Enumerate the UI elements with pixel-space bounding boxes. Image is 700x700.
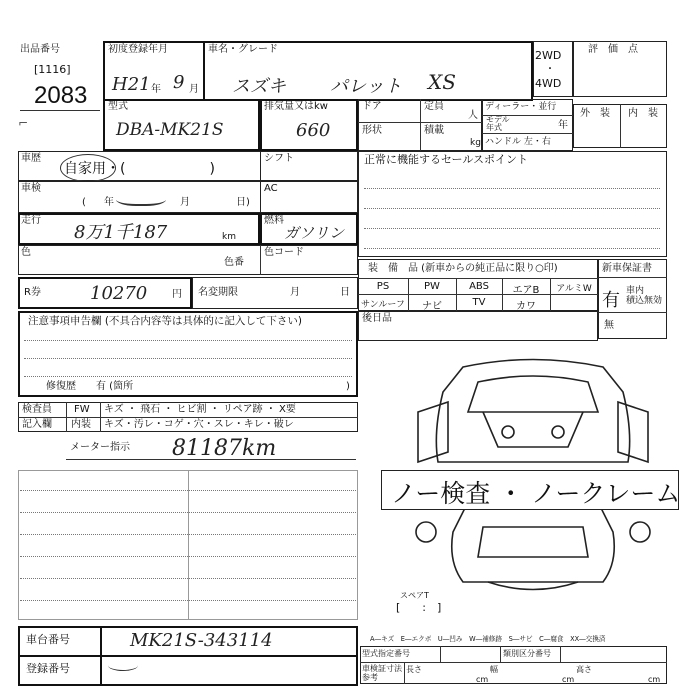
recycle-label: R券 [24,287,41,298]
inspection-day: 日) [236,197,250,208]
footer-cm-1: cm [476,675,489,684]
notes-title: 注意事項申告欄 (不具合内容等は具体的に記入して下さい) [28,315,303,327]
footer-width: 幅 [490,665,498,674]
vehicle-make: スズキ [232,76,286,97]
drive-2wd: 2WD [535,49,562,62]
tick-mark: ⌐ [18,116,29,130]
footer-size-label: 車検証寸法 参考 [362,664,402,682]
tax-month: 月 [290,287,300,298]
footer-length: 長さ [406,665,422,674]
grading-interior: 内 装 [628,108,658,119]
displacement-value: 660 [296,120,331,141]
model-year-label: モデル 年式 [486,115,510,132]
equip-pw: PW [424,281,440,292]
footer-height: 高さ [576,665,592,674]
inspection-label: 車検 [21,183,41,194]
displacement-label: 排気量又はkw [264,101,328,112]
drive-dot: ・ [545,64,555,75]
color-label: 色 [21,247,31,258]
rear-items-box [358,311,598,341]
equip-navi: ナビ [422,301,442,312]
registration-tsuki: 月 [189,84,199,95]
equip-tv: TV [472,297,486,308]
inspector-row2-label: 記入欄 [22,419,52,430]
tax-label: 名変期限 [198,287,238,298]
steering-label: ハンドル 左・右 [485,137,551,147]
footer-cm-3: cm [648,675,661,684]
registration-year: H21 [112,74,151,95]
stamp-text: ノー検査 ・ ノークレーム [391,479,681,508]
spare-label: スペアT [400,591,429,600]
shift-label: シフト [264,153,294,164]
inspection-nen: 年 [104,197,114,208]
registration-month: 9 [173,72,185,93]
color-row [18,245,358,275]
inspection-paren: ( [82,197,86,208]
tax-day: 日 [340,287,350,298]
equip-alloy: アルミW [556,284,592,294]
equip-ps: PS [376,281,390,292]
inspector-row1-b: キズ ・ 飛石 ・ ヒビ割 ・ リペア跡 ・ X要 [104,404,296,415]
lot-label: 出品番号 [20,44,60,55]
rear-items-label: 後日品 [362,313,392,324]
history-value: 自家用・( ) [64,161,215,177]
meter-value: 81187km [172,436,277,461]
mileage-value: 8万1千187 [74,222,168,243]
mileage-label: 走行 [21,215,41,226]
model-code-label: 型式 [108,101,128,112]
ac-label: AC [264,183,278,194]
inspector-row1-label: 検査員 [22,404,52,415]
equip-airbag: エアB [512,285,540,296]
door-label: ドア [362,101,382,112]
registration-label: 初度登録年月 [108,44,168,55]
color-code-label: 色コード [264,247,304,258]
equip-abs: ABS [469,281,489,292]
warranty-yes: 有 [602,290,620,311]
lot-number: 2083 [34,82,88,109]
dealer-label: ディーラー・並行 [485,102,557,112]
inspector-row1-a: FW [74,404,90,415]
notes-repair: 修復歴 有 (箇所 [46,381,134,392]
inspector-row2-a: 内装 [71,419,91,430]
load-kg: kg [470,138,481,148]
warranty-no: 無 [604,320,614,331]
equipment-title: 装 備 品 (新車からの純正品に限り○印) [368,263,558,274]
selling-points-box [358,151,667,257]
grading-label: 評 価 点 [588,44,638,55]
selling-points-label: 正常に機能するセールスポイント [364,153,529,166]
damage-legend: A―キズ E―エクボ U―凹み W―補修跡 S―サビ C―腐食 XX―交換済 [370,635,606,643]
grading-exterior: 外 装 [580,108,610,119]
drive-4wd: 4WD [535,77,562,90]
plate-label: 登録番号 [26,662,70,675]
fuel-value: ガソリン [284,224,345,242]
model-code-value: DBA-MK21S [116,120,224,140]
plate-scribble [108,660,138,671]
footer-category-label: 類別区分番号 [503,649,551,658]
mileage-km: km [222,232,236,242]
capacity-person: 人 [468,110,478,121]
vehicle-name-label: 車名・グレード [208,44,278,55]
capacity-label: 定員 [424,101,444,112]
notes-close: ) [346,381,350,392]
inspection-scribble [116,190,166,206]
footer-form-label: 型式指定番号 [362,649,410,658]
vehicle-grade: XS [428,70,456,94]
lot-code: [1116] [34,63,71,76]
equip-sunroof: サンルーフ [361,300,405,310]
recycle-yen: 円 [172,289,182,300]
equip-leather: カワ [516,301,536,312]
chassis-value: MK21S-343114 [130,630,273,651]
history-label: 車歴 [21,153,41,164]
fuel-label: 燃料 [264,215,284,226]
history-circle [60,154,116,182]
inspection-month: 月 [180,197,190,208]
body-type-label: 形状 [362,125,382,136]
inspector-row2-b: キズ・汚レ・コゲ・穴・スレ・キレ・破レ [104,419,294,430]
registration-nen: 年 [151,84,161,95]
footer-cm-2: cm [562,675,575,684]
model-year-nen: 年 [558,120,568,131]
spare-bracket: [ : ] [396,601,442,614]
chassis-label: 車台番号 [26,633,70,646]
meter-label: メーター指示 [70,442,130,453]
recycle-value: 10270 [90,283,148,304]
warranty-title: 新車保証書 [602,263,652,274]
color-number-label: 色番 [224,257,244,268]
warranty-note: 車内 積込無効 [626,286,663,306]
vehicle-model: パレット [330,76,402,97]
load-label: 積載 [424,125,444,136]
